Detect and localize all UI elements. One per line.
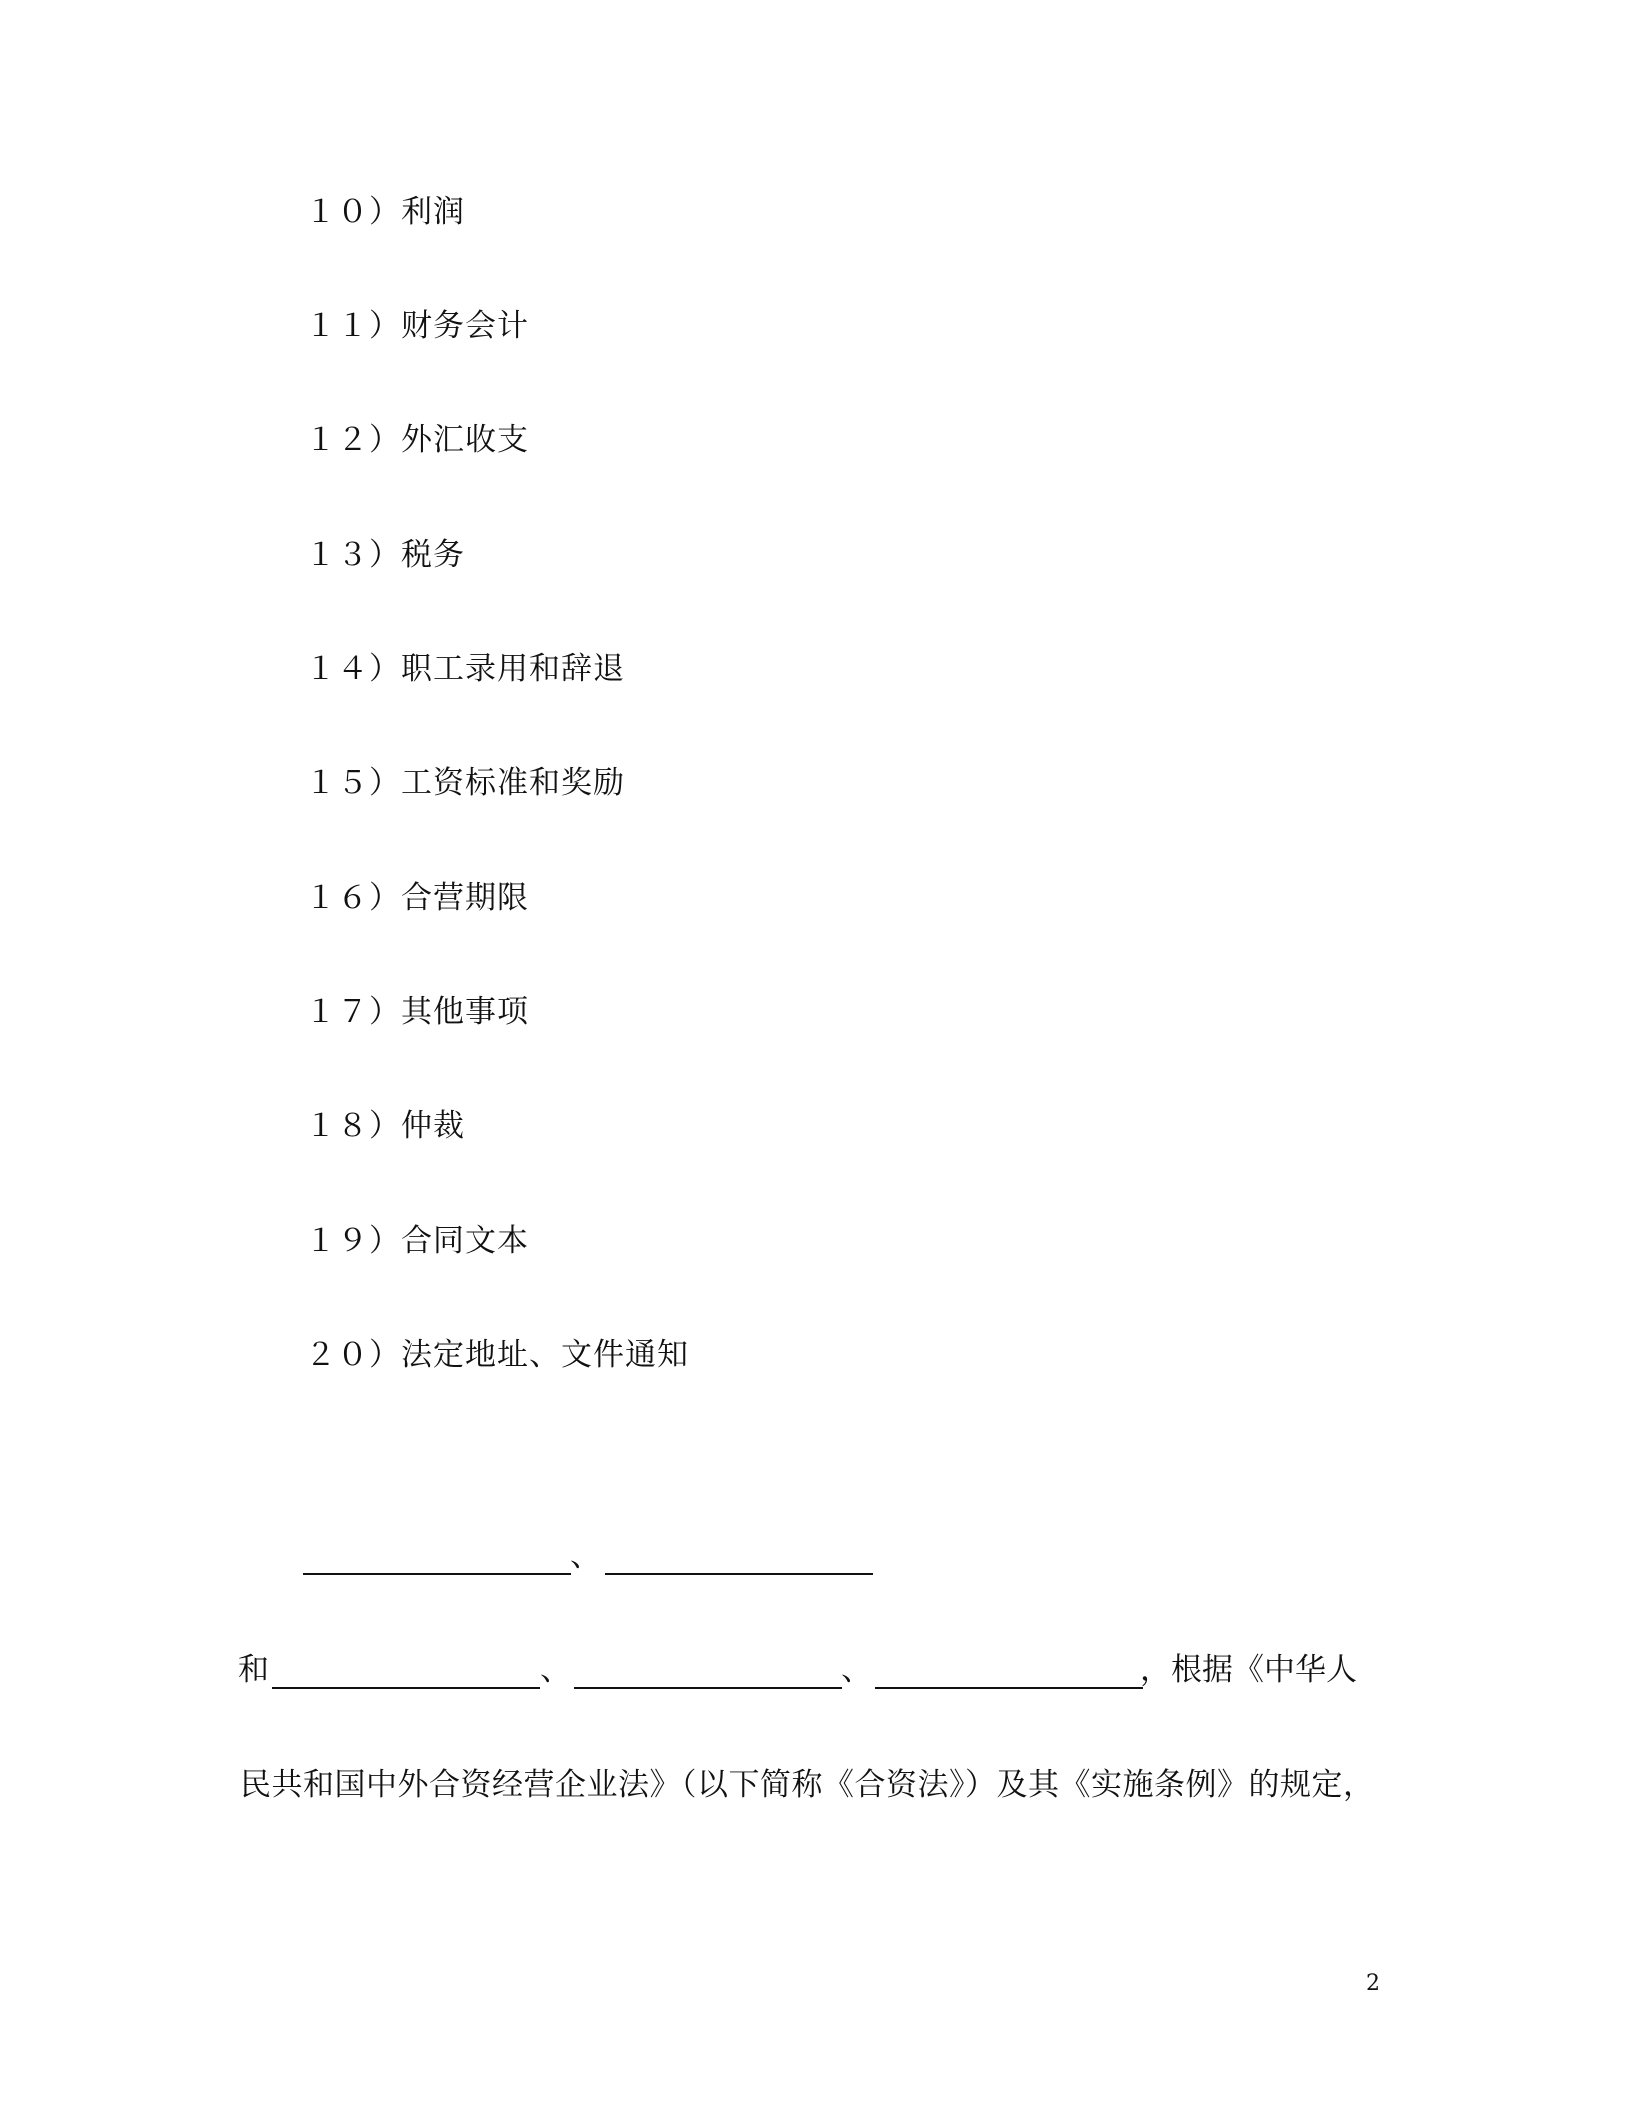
list-item: １６）合营期限 (305, 880, 529, 916)
list-item: １３）税务 (305, 537, 465, 573)
list-item: １９）合同文本 (305, 1223, 529, 1259)
list-item: １４）职工录用和辞退 (305, 651, 625, 687)
party-blank (605, 1573, 873, 1575)
party-blank (272, 1687, 540, 1689)
party-blank (574, 1687, 842, 1689)
page-number: 2 (1366, 1971, 1380, 1996)
paragraph-line: 民共和国中外合资经营企业法》（以下简称《合资法》）及其《实施条例》的规定， (240, 1767, 1375, 1803)
separator: 、 (841, 1652, 872, 1688)
list-item: １１）财务会计 (305, 308, 529, 344)
paragraph-line: ，根据《中华人 (1140, 1652, 1357, 1688)
party-blank (875, 1687, 1143, 1689)
party-blank (303, 1573, 571, 1575)
list-item: ２０）法定地址、文件通知 (305, 1337, 689, 1373)
separator: 、 (540, 1652, 571, 1688)
list-item: １２）外汇收支 (305, 422, 529, 458)
list-item: １８）仲裁 (305, 1108, 465, 1144)
separator: 、 (570, 1538, 601, 1574)
list-item: １０）利润 (305, 194, 465, 230)
list-item: １７）其他事项 (305, 994, 529, 1030)
and-word: 和 (238, 1652, 269, 1688)
list-item: １５）工资标准和奖励 (305, 765, 625, 801)
